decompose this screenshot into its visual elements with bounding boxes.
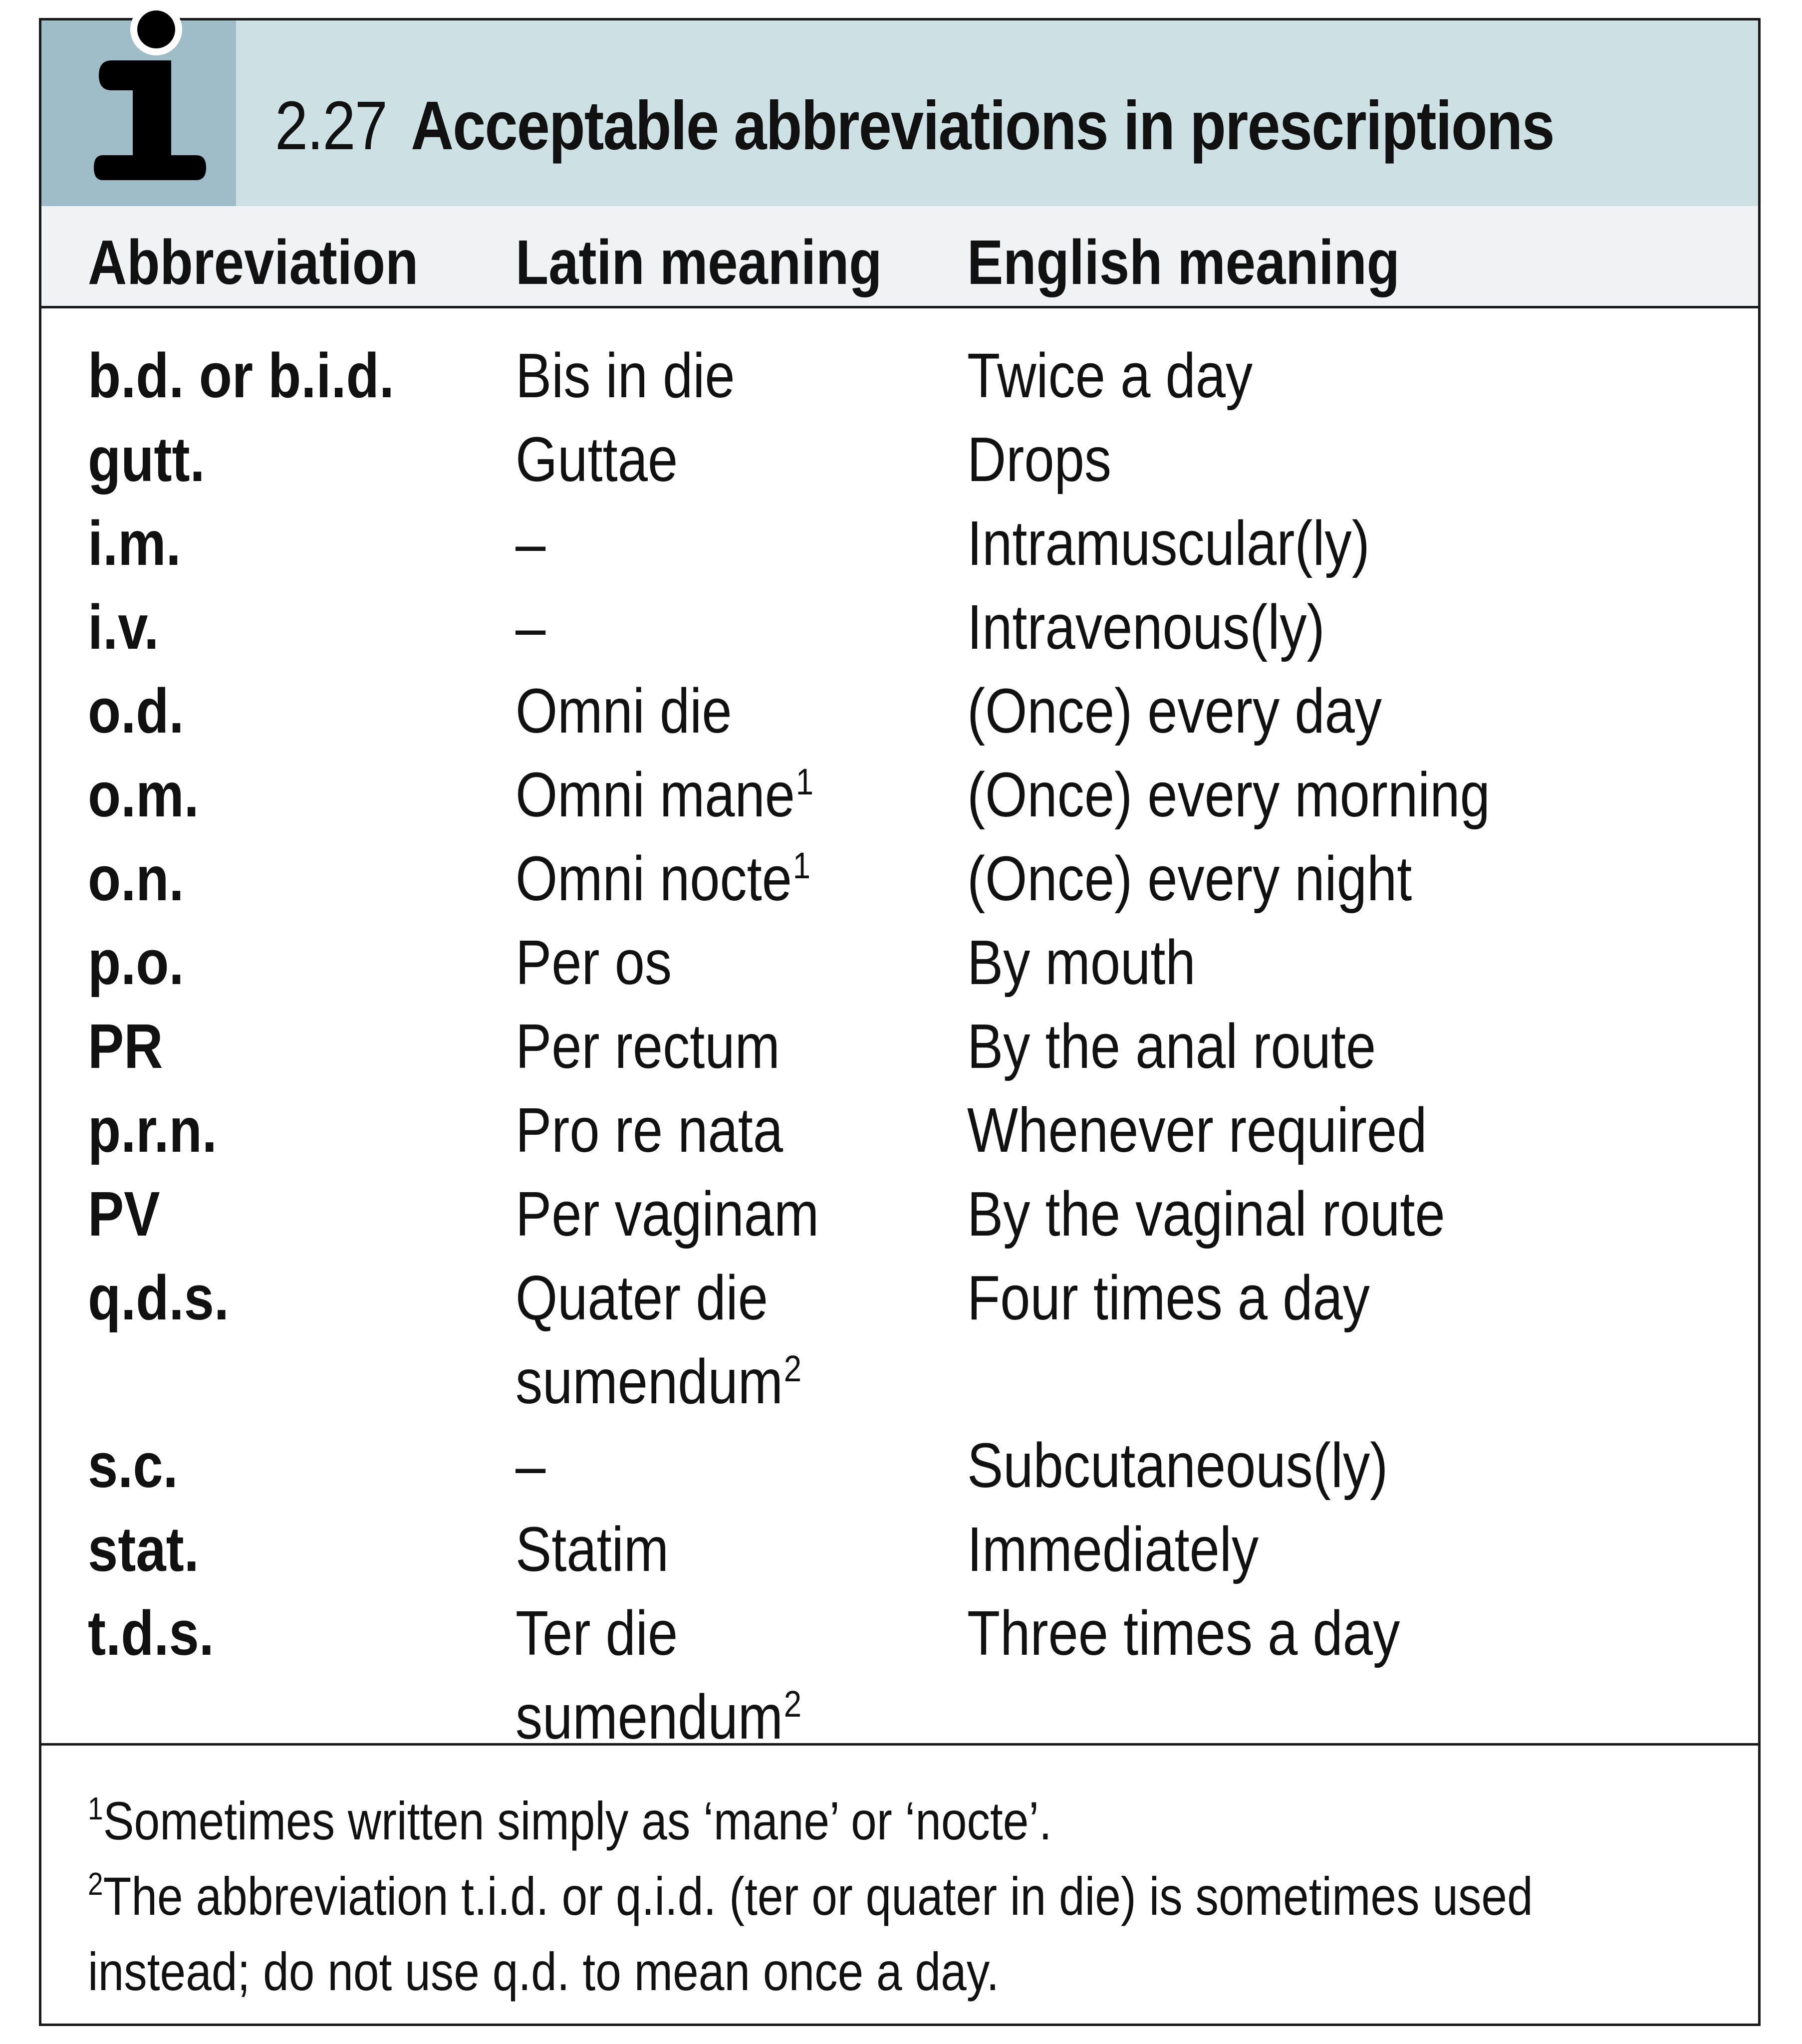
latin-cell [515, 1508, 669, 1591]
latin-text [515, 837, 810, 921]
english-cell: By the vaginal route [967, 1179, 1445, 1249]
latin-cell [515, 1424, 545, 1508]
latin-text-value: sumendum [515, 1346, 783, 1417]
latin-cell [515, 1591, 801, 1759]
footnote-text: Sometimes written simply as ‘mane’ or ‘nocte’. [103, 1790, 1052, 1851]
footnote-text: instead; do not use q.d. to mean once a day. [88, 1941, 1000, 2002]
latin-cell [515, 1256, 801, 1424]
latin-text [515, 502, 545, 585]
latin-text-value: Bis in die [515, 340, 735, 411]
latin-text [515, 1591, 801, 1675]
abbreviation-cell: o.m. [88, 760, 199, 830]
column-header-abbreviation: Abbreviation [88, 227, 419, 297]
footer-divider [41, 1743, 1758, 1746]
abbreviation-cell: s.c. [88, 1430, 178, 1501]
latin-text-continued [515, 1340, 801, 1424]
abbreviation-cell: o.n. [88, 843, 184, 914]
box-number: 2.27 [275, 87, 387, 164]
column-header-english: English meaning [967, 227, 1400, 297]
latin-cell [515, 753, 813, 837]
abbreviation-cell: PV [88, 1179, 160, 1249]
footnote-2-continued [88, 1938, 1633, 2006]
english-cell: (Once) every day [967, 676, 1382, 746]
latin-text [515, 418, 678, 502]
footnote-reference: 1 [795, 761, 814, 802]
table-row [41, 502, 1758, 585]
english-cell: Twice a day [967, 340, 1253, 411]
box-title [275, 86, 1554, 166]
abbreviation-cell: t.d.s. [88, 1598, 214, 1668]
latin-cell [515, 585, 545, 669]
english-cell: Whenever required [967, 1095, 1427, 1165]
abbreviation-cell: stat. [88, 1514, 199, 1584]
latin-cell [515, 418, 678, 502]
latin-text-value: Omni mane [515, 760, 795, 830]
table-row [41, 669, 1758, 753]
abbreviation-cell: b.d. or b.i.d. [88, 340, 394, 411]
info-box [39, 18, 1761, 2026]
table-row [41, 1088, 1758, 1172]
latin-text-value: Omni nocte [515, 843, 792, 914]
latin-text-value: Per rectum [515, 1011, 780, 1081]
box-title-text: Acceptable abbreviations in prescriptions [411, 87, 1554, 164]
table-row [41, 921, 1758, 1005]
footnote-2 [88, 1862, 1633, 1938]
latin-text [515, 1005, 780, 1088]
table-row [41, 1005, 1758, 1088]
footnote-1 [88, 1787, 1633, 1862]
latin-cell [515, 1005, 780, 1088]
english-cell: Four times a day [967, 1263, 1370, 1333]
table-row [41, 753, 1758, 837]
latin-cell [515, 502, 545, 585]
abbreviation-cell: i.m. [88, 508, 181, 578]
english-cell: Drops [967, 424, 1112, 495]
latin-text-value: Per vaginam [515, 1179, 819, 1249]
latin-text-value: sumendum [515, 1682, 783, 1752]
latin-text-value: – [515, 508, 546, 578]
latin-text [515, 585, 545, 669]
abbreviation-cell: o.d. [88, 676, 184, 746]
footnote-reference: 1 [792, 845, 811, 886]
footnote-text: The abbreviation t.i.d. or q.i.d. (ter or quater in die) is sometimes used [103, 1866, 1533, 1926]
latin-text [515, 1424, 545, 1508]
column-header-latin: Latin meaning [515, 227, 882, 297]
english-cell: Three times a day [967, 1598, 1400, 1668]
english-cell: Subcutaneous(ly) [967, 1430, 1388, 1501]
abbreviation-cell: i.v. [88, 592, 159, 662]
footnotes [88, 1787, 1633, 2006]
english-cell: (Once) every night [967, 843, 1412, 914]
english-cell: Intravenous(ly) [967, 592, 1325, 662]
footnote-reference: 2 [783, 1683, 802, 1725]
table-row [41, 1256, 1758, 1424]
latin-text [515, 669, 732, 753]
latin-text-value: Per os [515, 927, 672, 998]
english-cell: (Once) every morning [967, 760, 1490, 830]
table-row [41, 837, 1758, 921]
table-row [41, 1424, 1758, 1508]
latin-text-value: Guttae [515, 424, 678, 495]
english-cell: By mouth [967, 927, 1196, 998]
latin-text [515, 1508, 669, 1591]
table-row [41, 585, 1758, 669]
abbreviation-cell: gutt. [88, 424, 205, 495]
latin-text-value: Pro re nata [515, 1095, 783, 1165]
latin-text-continued [515, 1675, 801, 1759]
latin-text [515, 334, 735, 418]
latin-cell [515, 921, 672, 1005]
latin-text [515, 921, 672, 1005]
english-cell: By the anal route [967, 1011, 1376, 1081]
english-cell: Immediately [967, 1514, 1259, 1584]
table-row [41, 418, 1758, 502]
latin-text [515, 1088, 783, 1172]
latin-text-value: Omni die [515, 676, 732, 746]
footnote-mark: 1 [88, 1790, 103, 1826]
latin-cell [515, 669, 732, 753]
abbreviation-cell: PR [88, 1011, 163, 1081]
info-icon [94, 0, 214, 200]
table-row [41, 334, 1758, 418]
abbreviation-cell: p.o. [88, 927, 184, 998]
latin-cell [515, 837, 810, 921]
latin-text-value: Ter die [515, 1598, 678, 1668]
footnote-mark: 2 [88, 1866, 103, 1902]
latin-text-value: Statim [515, 1514, 669, 1584]
table-row [41, 1508, 1758, 1591]
table-row [41, 1591, 1758, 1759]
latin-text [515, 1172, 819, 1256]
footnote-reference: 2 [783, 1348, 802, 1389]
abbreviation-cell: q.d.s. [88, 1263, 229, 1333]
latin-text [515, 753, 813, 837]
latin-cell [515, 1088, 783, 1172]
latin-text-value: – [515, 592, 546, 662]
table-row [41, 1172, 1758, 1256]
latin-text [515, 1256, 801, 1340]
english-cell: Intramuscular(ly) [967, 508, 1370, 578]
latin-cell [515, 334, 735, 418]
latin-text-value: – [515, 1430, 546, 1501]
latin-text-value: Quater die [515, 1263, 768, 1333]
abbreviation-cell: p.r.n. [88, 1095, 217, 1165]
latin-cell [515, 1172, 819, 1256]
